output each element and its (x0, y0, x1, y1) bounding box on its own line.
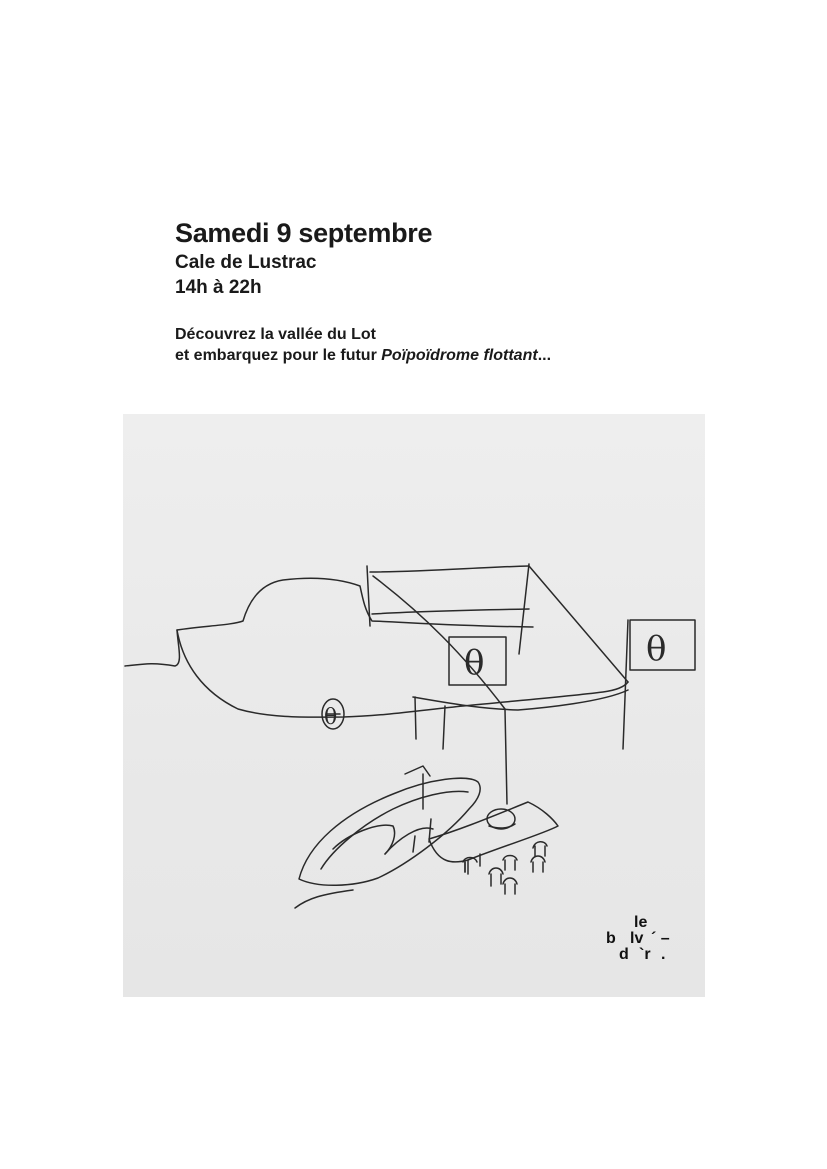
sketch-panel (123, 414, 705, 997)
platform-leg-1 (415, 697, 416, 739)
stool-2 (503, 878, 517, 894)
flag-bottom (372, 609, 529, 614)
stool-3 (531, 856, 545, 872)
boat-flag-symbol: θ (464, 643, 485, 683)
flag-top (370, 566, 529, 572)
logo-row2b: lv (630, 930, 644, 947)
event-hours: 14h à 22h (175, 277, 262, 298)
stay-line (529, 566, 628, 682)
platform-leg-2 (443, 706, 445, 749)
platform-leg-3 (505, 710, 507, 804)
diagonal-rope (373, 576, 505, 709)
logo-row3a: d (619, 946, 629, 963)
stool-6 (533, 842, 547, 856)
left-pole (367, 566, 370, 626)
intro-line-2-suffix: ... (537, 347, 552, 364)
logo-row3b: `r (639, 946, 651, 963)
stool-1 (489, 868, 503, 886)
right-flag-pole (623, 620, 628, 749)
boat-sketch-drawing (123, 414, 705, 997)
logo-row2a: b (606, 930, 616, 947)
intro-line-2 (175, 347, 551, 365)
boat-rope (295, 890, 353, 908)
logo-row1: le (634, 914, 648, 931)
ground-line (177, 630, 628, 717)
wheel-symbol: θ (324, 705, 338, 730)
right-flag-symbol: θ (646, 629, 667, 669)
intro-line-2-prefix: et embarquez pour le futur (175, 347, 382, 364)
boat-seat-2 (385, 828, 433, 854)
event-place: Cale de Lustrac (175, 252, 317, 273)
intro-line-1: Découvrez la vallée du Lot (175, 326, 376, 343)
event-date: Samedi 9 septembre (175, 218, 433, 248)
stool-4 (503, 856, 517, 871)
logo-row2c: ´ – (651, 930, 670, 947)
logo-row3c: . (661, 946, 666, 963)
intro-line-2-italic: Poïpoïdrome flottant (381, 347, 538, 364)
boat-seat-1 (333, 825, 395, 854)
boat-mast-flag (405, 766, 430, 776)
